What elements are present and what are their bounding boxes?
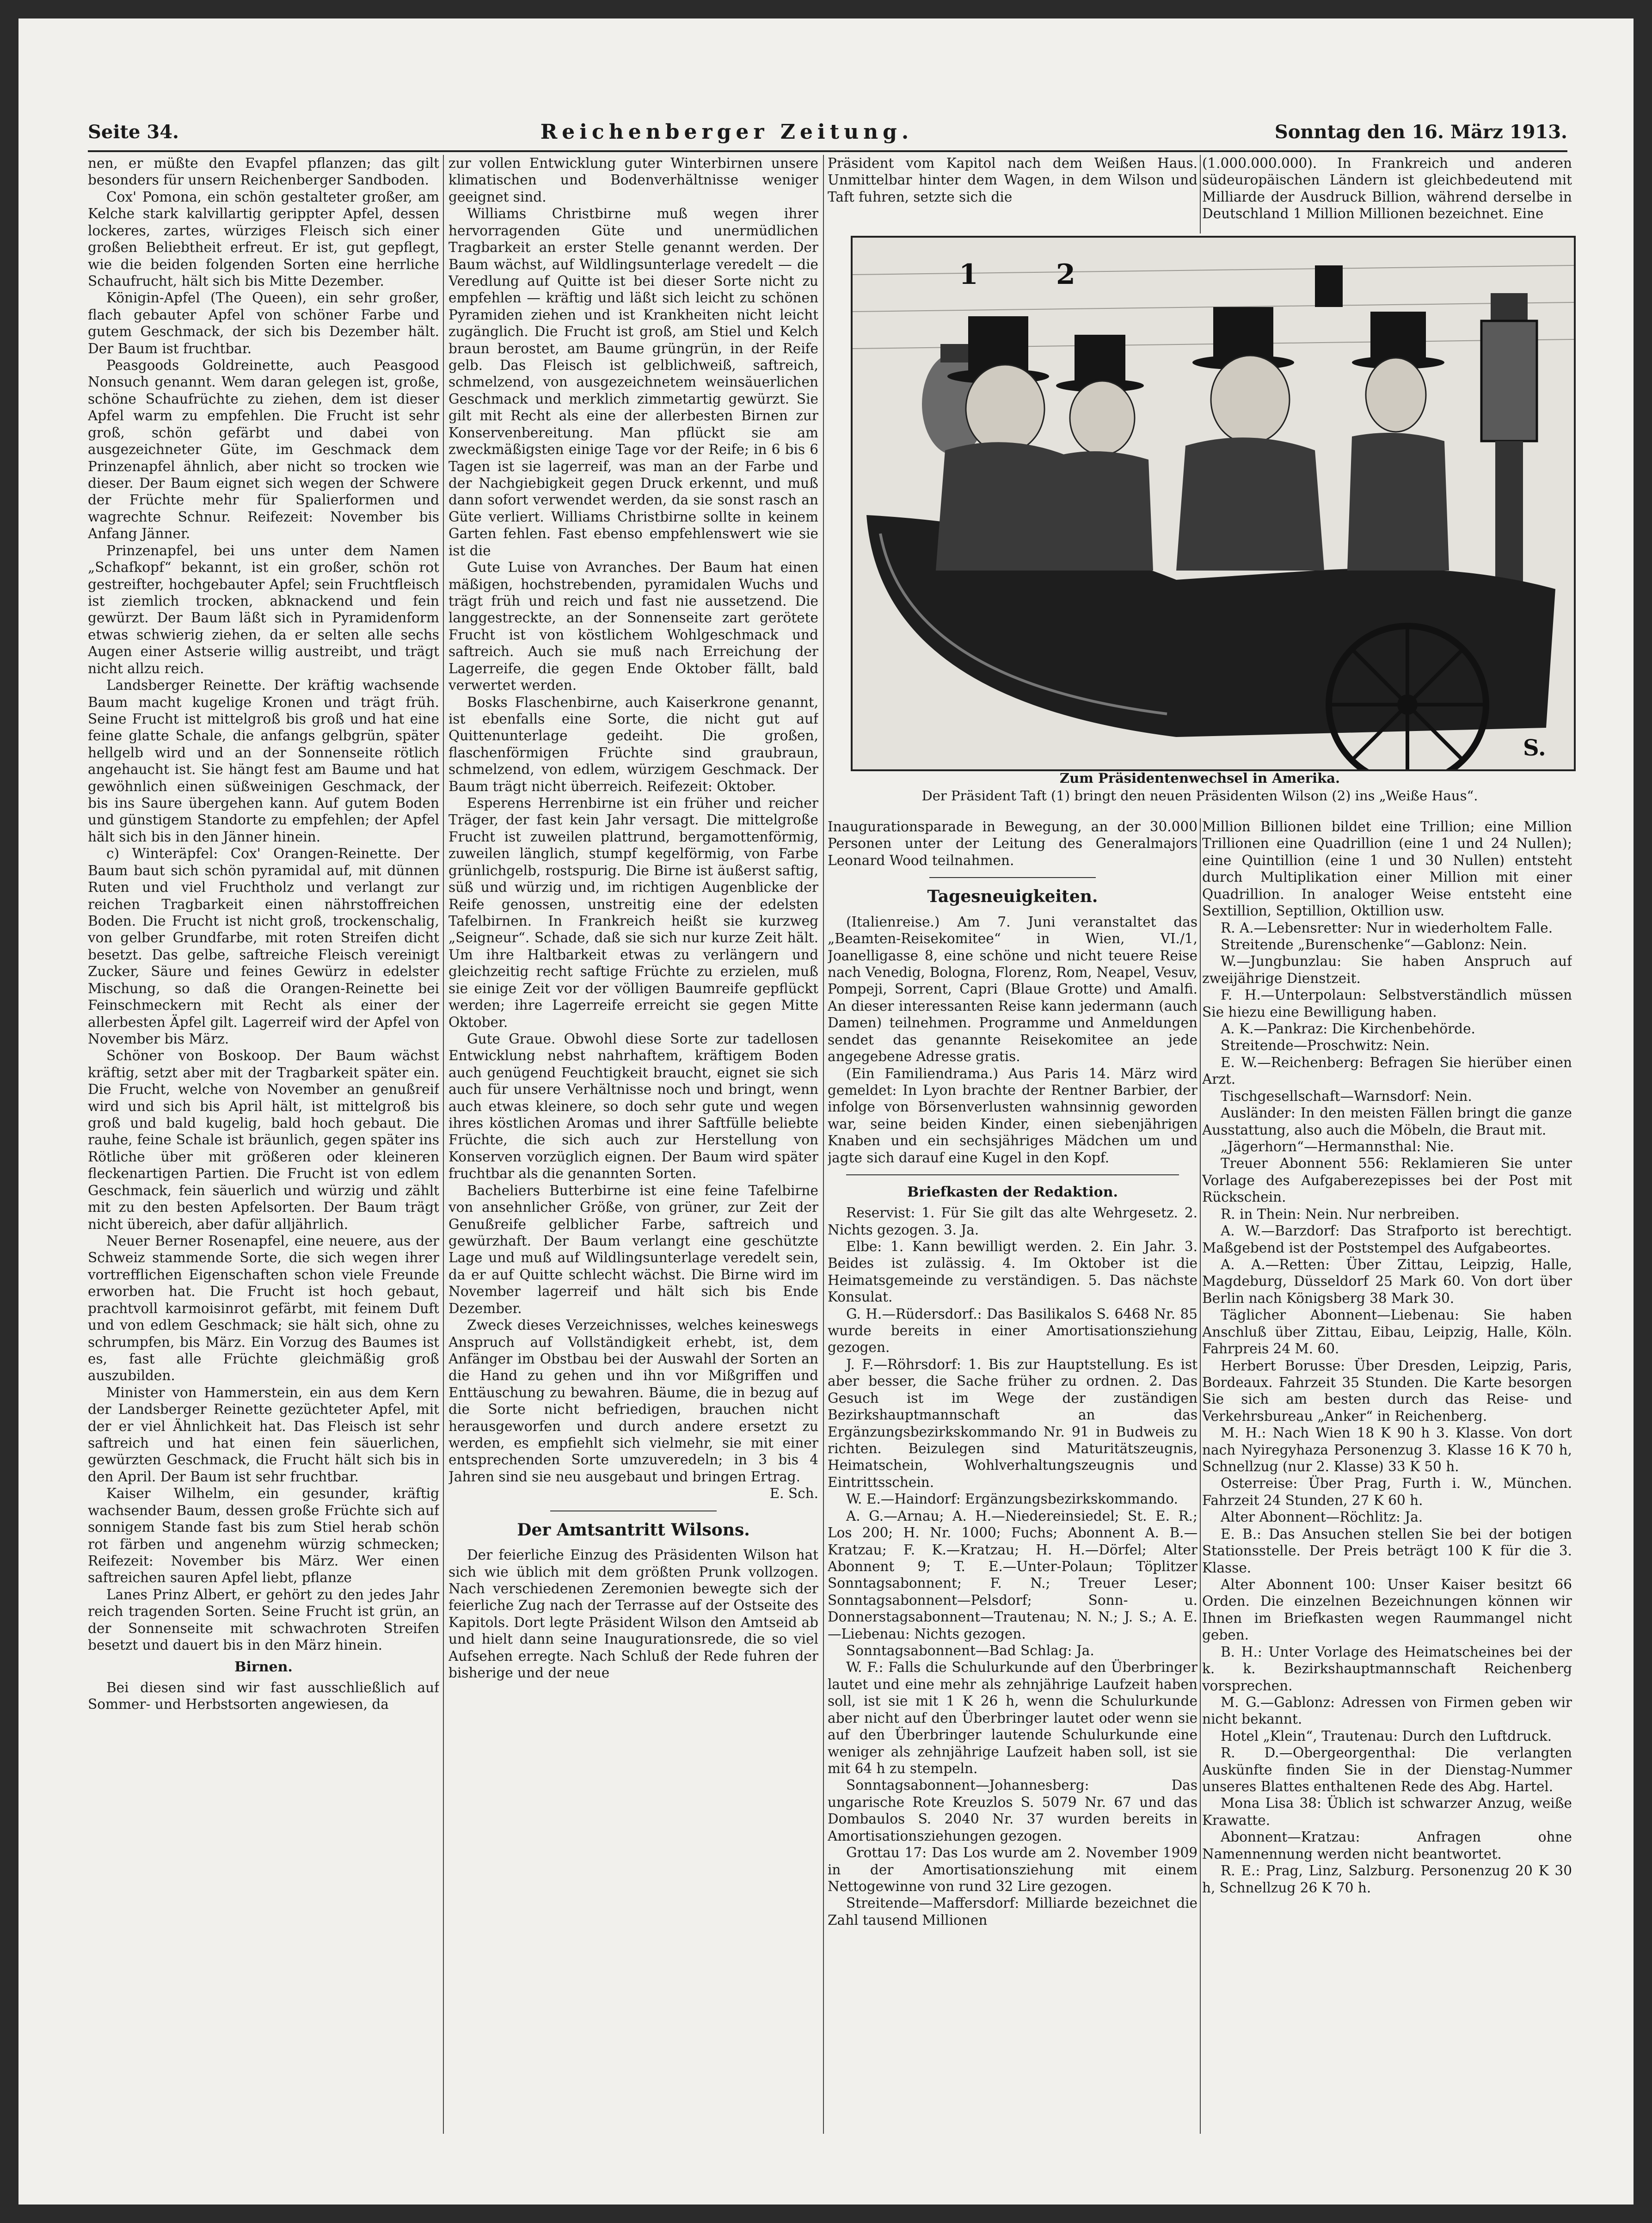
paragraph: Kaiser Wilhelm, ein gesunder, kräftig wachsender Baum, dessen große Früchte sich auf sonnigem Stande fast bis zum Stiel herab schön rot färben und angenehm würzig schmecken; Reifezeit: November bis März. Wer einen saftreichen sauren Apfel liebt, pflanze — [88, 1486, 439, 1586]
paragraph: Landsberger Reinette. Der kräftig wachsende Baum macht kugelige Kronen und trägt früh. Seine Frucht ist mittelgroß bis groß und hat eine feine glatte Schale, die anfangs gelbgrün, später hellgelb wird und an der Sonnenseite rötlich angehaucht ist. Sie hängt fest am Baume und hat gewöhnlich einen süßweinigen Geschmack, der bis ins Saure übergehen kann. Auf gutem Boden und günstigem Standorte zu empfehlen; der Apfel hält sich bis in den Jänner hinein. — [88, 677, 439, 845]
paragraph: Neuer Berner Rosenapfel, eine neuere, aus der Schweiz stammende Sorte, die sich wegen ihrer vortrefflichen Eigenschaften schon viele Freunde erworben hat. Die Frucht ist hoch gebaut, prachtvoll karmoisinrot gefärbt, mit feinem Duft und von edlem Geschmack; sie hält sich, ohne zu schrumpfen, bis März. Ein Vorzug des Baumes ist es, fast alle Früchte gleichmäßig groß auszubilden. — [88, 1233, 439, 1384]
letter-reply: R. in Thein: Nein. Nur nerbreiben. — [1221, 1206, 1460, 1222]
paragraph: Gute Graue. Obwohl diese Sorte zur tadellosen Entwicklung nebst nahrhaftem, kräftigem Boden auch genügend Feuchtigkeit braucht, eignet sie sich auch für unsere Verhältnisse noch und bringt, wenn auch etwas kleinere, so doch sehr gute und wegen ihres köstlichen Aromas und ihrer Saftfülle beliebte Früchte, die sich auch zur Herstellung von Konserven vorzüglich eignen. Der Baum wird später fruchtbar als die genannten Sorten. — [448, 1031, 818, 1182]
paragraph: zur vollen Entwicklung guter Winterbirnen unsere klimatischen und Bodenverhältnisse weniger geeignet sind. — [448, 155, 818, 205]
illustration-carriage — [851, 236, 1576, 771]
column-divider — [443, 155, 444, 2134]
letter-reply: Täglicher Abonnent—Liebenau: Sie haben Anschluß über Zittau, Eibau, Leipzig, Halle, Köln. Fahrpreis 24 M. 60. — [1202, 1307, 1572, 1357]
issue-date: Sonntag den 16. März 1913. — [1274, 121, 1567, 143]
letter-reply: W. F.: Falls die Schulurkunde auf den Überbringer lautet und eine mehr als zehnjährige Laufzeit haben soll, ist sie mit 1 K 26 h, wenn die Schulurkunde aber nicht auf den Überbringer lautet oder wenn sie auf den Überbringer lautende Schulurkunde eine weniger als zehnjährige Laufzeit haben soll, ist sie mit 64 h zu stempeln. — [828, 1659, 1198, 1777]
column-3-top — [828, 155, 1198, 233]
column-divider — [1200, 818, 1201, 2134]
letter-reply: Mona Lisa 38: Üblich ist schwarzer Anzug, weiße Krawatte. — [1202, 1795, 1572, 1828]
article-heading-wilson: Der Amtsantritt Wilsons. — [517, 1520, 750, 1540]
column-3 — [828, 818, 1198, 2134]
paragraph: (1.000.000.000). In Frankreich und anderen südeuropäischen Ländern ist gleichbedeutend mit Milliarde der Ausdruck Billion, während derselbe in Deutschland 1 Million Millionen bezeichnet. Eine — [1202, 155, 1572, 222]
letter-reply: Reservist: 1. Für Sie gilt das alte Wehrgesetz. 2. Nichts gezogen. 3. Ja. — [828, 1205, 1198, 1238]
paragraph: Der feierliche Einzug des Präsidenten Wilson hat sich wie üblich mit dem größten Prunk vollzogen. Nach verschiedenen Zeremonien bewegte sich der feierliche Zug nach der Terrasse auf der Ostseite des Kapitols. Dort legte Präsident Wilson den Amtseid ab und hielt dann seine Inaugurationsrede, die so viel Aufsehen erregte. Nach Schluß der Rede fuhren der bisherige und der neue — [448, 1547, 818, 1681]
paragraph: Königin-Apfel (The Queen), ein sehr großer, flach gebauter Apfel von schöner Farbe und gutem Geschmack, der sich bis Dezember hält. Der Baum ist fruchtbar. — [88, 290, 439, 356]
letter-reply: R. D.—Obergeorgenthal: Die verlangten Auskünfte finden Sie in der Dienstag-Nummer unseres Blattes enthaltenen Rede des Abg. Hartel. — [1202, 1745, 1572, 1795]
letter-reply: Sonntagsabonnent—Bad Schlag: Ja. — [846, 1643, 1094, 1659]
letter-reply: E. B.: Das Ansuchen stellen Sie bei der botigen Stationsstelle. Der Preis beträgt 100 K für die 3. Klasse. — [1202, 1526, 1572, 1576]
letter-reply: E. W.—Reichenberg: Befragen Sie hierüber einen Arzt. — [1202, 1054, 1572, 1087]
letter-reply: Tischgesellschaft—Warnsdorf: Nein. — [1221, 1088, 1472, 1104]
column-1 — [88, 155, 439, 2134]
letter-reply: Grottau 17: Das Los wurde am 2. November 1909 in der Amortisationsziehung mit einem Nettogewinne von rund 32 Lire gezogen. — [828, 1845, 1198, 1894]
section-rule — [929, 877, 1096, 878]
letter-reply: R. E.: Prag, Linz, Salzburg. Personenzug 20 K 30 h, Schnellzug 26 K 70 h. — [1202, 1863, 1572, 1896]
news-item: (Italienreise.) Am 7. Juni veranstaltet das „Beamten-Reisekomitee“ in Wien, VI./1, Joanelligasse 8, eine schöne und nicht teuere Reise nach Venedig, Bologna, Florenz, Rom, Neapel, Vesuv, Pompeji, Sorrent, Capri (Blaue Grotte) und Amalfi. An dieser interessanten Reise kann jedermann (auch Damen) teilnehmen. Programme und Anmeldungen sendet das genannte Reisekomitee an jede angegebene Adresse gratis. — [828, 914, 1198, 1065]
caption-title: Zum Präsidentenwechsel in Amerika. — [1059, 770, 1340, 786]
letter-reply: Streitende—Proschwitz: Nein. — [1221, 1038, 1430, 1054]
letter-reply: W.—Jungbunzlau: Sie haben Anspruch auf zweijährige Dienstzeit. — [1202, 953, 1572, 986]
figure-caption — [828, 770, 1572, 804]
header-rule — [88, 150, 1567, 152]
letter-reply: Abonnent—Kratzau: Anfragen ohne Namennennung werden nicht beantwortet. — [1202, 1829, 1572, 1862]
paragraph: Esperens Herrenbirne ist ein früher und reicher Träger, der fast kein Jahr versagt. Die mittelgroße Frucht ist zuweilen plattrund, bergamottenförmig, zuweilen länglich, stumpf kegelförmig, von Farbe grünlichgelb, rostspurig. Die Birne ist äußerst saftig, süß und würzig und, im richtigen Augenblicke der Reife genossen, unstreitig eine der edelsten Tafelbirnen. In Frankreich heißt sie kurzweg „Seigneur“. Schade, daß sie sich nur kurze Zeit hält. Um ihre Haltbarkeit etwas zu verlängern und gleichzeitig recht saftige Früchte zu erzielen, muß sie einige Zeit vor der völligen Baumreife gepflückt werden; ihre Lagerreife erreicht sie gegen Mitte Oktober. — [448, 795, 818, 1030]
paragraph: Minister von Hammerstein, ein aus dem Kern der Landsberger Reinette gezüchteter Apfel, mit der er viel Ähnlichkeit hat. Das Fleisch ist sehr saftreich und hat einen fein säuerlichen, gewürzten Geschmack, die Frucht hält sich bis in den April. Der Baum ist sehr fruchtbar. — [88, 1384, 439, 1485]
letter-reply: Streitende „Burenschenke“—Gablonz: Nein. — [1221, 936, 1527, 952]
paragraph: Schöner von Boskoop. Der Baum wächst kräftig, setzt aber mit der Tragbarkeit später ein. Die Frucht, welche von November an genußreif wird und sich bis April hält, ist mittelgroß bis groß und bald kugelig, bald hoch gebaut. Die rauhe, feine Schale ist bräunlich, gegen später ins Rötliche über mit größeren oder kleineren fleckenartigen Partien. Die Frucht ist von edlem Geschmack, fein säuerlich und würzig und zählt mit zu den besten Apfelsorten. Der Baum trägt nicht übereich, aber dafür alljährlich. — [88, 1048, 439, 1232]
column-4 — [1202, 818, 1572, 2134]
letter-reply: F. H.—Unterpolaun: Selbstverständlich müssen Sie hiezu eine Bewilligung haben. — [1202, 987, 1572, 1020]
letter-reply: M. G.—Gablonz: Adressen von Firmen geben wir nicht bekannt. — [1202, 1694, 1572, 1727]
paragraph: Zweck dieses Verzeichnisses, welches keineswegs Anspruch auf Vollständigkeit erhebt, ist, dem Anfänger im Obstbau bei der Auswahl der Sorten an die Hand zu gehen und ihn vor Mißgriffen und Enttäuschung zu bewahren. Bäume, die in bezug auf die Sorte nicht befriedigen, brauchen nicht herausgeworfen und durch andere ersetzt zu werden, es empfiehlt sich vielmehr, sie mit einer entsprechenden Sorte umzuveredeln; in 3 bis 4 Jahren sind sie neu ausgebaut und bringen Ertrag. — [448, 1317, 818, 1485]
letter-reply: B. H.: Unter Vorlage des Heimatscheines bei der k. k. Bezirkshauptmannschaft Reichenberg vorsprechen. — [1202, 1644, 1572, 1694]
letter-reply: Alter Abonnent—Röchlitz: Ja. — [1221, 1509, 1423, 1525]
column-divider — [1200, 155, 1201, 233]
paragraph: Bosks Flaschenbirne, auch Kaiserkrone genannt, ist ebenfalls eine Sorte, die nicht gut auf Quittenunterlage gedeiht. Die großen, flaschenförmigen Früchte sind graubraun, schmelzend, von edlem, würzigem Geschmack. Der Baum trägt nicht überreich. Reifezeit: Oktober. — [448, 694, 818, 794]
section-rule — [846, 1174, 1179, 1175]
letter-reply: W. E.—Haindorf: Ergänzungsbezirkskommando. — [846, 1491, 1178, 1507]
paragraph: Lanes Prinz Albert, er gehört zu den jedes Jahr reich tragenden Sorten. Seine Frucht ist grün, an der Sonnenseite mit schwachroten Streifen besetzt und dauert bis in den März hinein. — [88, 1586, 439, 1653]
letter-reply: Treuer Abonnent 556: Reklamieren Sie unter Vorlage des Aufgaberezepisses bei der Post mit Rückschein. — [1202, 1155, 1572, 1205]
letter-reply: Herbert Borusse: Über Dresden, Leipzig, Paris, Bordeaux. Fahrzeit 35 Stunden. Die Karte besorgen Sie sich am besten durch das Reise- und Verkehrsbureau „Anker“ in Reichenberg. — [1202, 1357, 1572, 1424]
letter-reply: Hotel „Klein“, Trautenau: Durch den Luftdruck. — [1221, 1728, 1552, 1744]
caption-text: Der Präsident Taft (1) bringt den neuen Präsidenten Wilson (2) ins „Weiße Haus“. — [921, 787, 1478, 804]
paragraph: Cox' Pomona, ein schön gestalteter großer, am Kelche stark kalvillartig gerippter Apfel, dessen lockeres, zartes, würziges Fleisch sich einer großen Beliebtheit erfreut. Er ist, gut gepflegt, wie die beiden folgenden Sorten eine herrliche Schaufrucht, hält sich bis Mitte Dezember. — [88, 189, 439, 289]
paragraph: Peasgoods Goldreinette, auch Peasgood Nonsuch genannt. Wem daran gelegen ist, große, schöne Schaufrüchte zu ziehen, dem ist dieser Apfel warm zu empfehlen. Die Frucht ist sehr groß, schön gefärbt und dabei von ausgezeichneter Güte, im Geschmack dem Prinzenapfel ähnlich, aber nicht so trocken wie dieser. Der Baum eignet sich wegen der Schwere der Früchte mehr für Spalierformen und wagrechte Schnur. Reifezeit: November bis Anfang Jänner. — [88, 357, 439, 542]
letter-reply: Million Billionen bildet eine Trillion; eine Million Trillionen eine Quadrillion (eine 1 und 24 Nullen); eine Quintillion (eine 1 und 30 Nullen) entsteht durch Multiplikation einer Million mit einer Quadrillion. In analoger Weise entsteht eine Sextillion, Septillion, Oktillion usw. — [1202, 819, 1572, 919]
masthead-title: Reichenberger Zeitung. — [540, 120, 914, 144]
paragraph: nen, er müßte den Evapfel pflanzen; das gilt besonders für unsern Reichenberger Sandboden. — [88, 155, 439, 188]
figure-label-2: 2 — [1056, 258, 1075, 291]
author-signature: E. Sch. — [769, 1486, 818, 1502]
paragraph: c) Winteräpfel: Cox' Orangen-Reinette. Der Baum baut sich schön pyramidal auf, mit dünnen Ruten und viel Fruchtholz und verlangt zur reichen Tragbarkeit einen nährstoffreichen Boden. Die Frucht ist nicht groß, trockenschalig, von gelber Grundfarbe, mit roten Streifen dicht besetzt. Das gelbe, saftreiche Fleisch vereinigt Zucker, Säure und feines Gewürz in edelster Mischung, so daß die Orangen-Reinette bei Feinschmeckern mit Recht als einer der allerbesten Äpfel gilt. Lagerreif wird der Apfel von November bis März. — [88, 846, 439, 1047]
section-heading-birnen: Birnen. — [234, 1658, 293, 1675]
page-number: Seite 34. — [88, 121, 179, 143]
letter-reply: R. A.—Lebensretter: Nur in wiederholtem Falle. — [1221, 920, 1553, 936]
letter-reply: A. A.—Retten: Über Zittau, Leipzig, Halle, Magdeburg, Düsseldorf 25 Mark 60. Von dort über Berlin nach Königsberg 38 Mark 30. — [1202, 1256, 1572, 1306]
letter-reply: „Jägerhorn“—Hermannsthal: Nie. — [1221, 1139, 1454, 1155]
letter-reply: M. H.: Nach Wien 18 K 90 h 3. Klasse. Von dort nach Nyiregyhaza Personenzug 3. Klasse 16 K 70 h, Schnellzug (nur 2. Klasse) 33 K 50 h. — [1202, 1425, 1572, 1475]
letter-reply: Ausländer: In den meisten Fällen bringt die ganze Ausstattung, also auch die Möbeln, die Braut mit. — [1202, 1105, 1572, 1138]
artist-signature: S. — [1523, 735, 1546, 761]
letter-reply: A. G.—Arnau; A. H.—Niedereinsiedel; St. E. R.; Los 200; H. Nr. 1000; Fuchs; Abonnent A. B.—Kratzau; F. K.—Kratzau; H. H.—Dörfel; Alter Abonnent 9; T. E.—Unter-Polaun; Töplitzer Sonntagsabonnent; F. N.; Treuer Leser; Sonntagsabonnent—Pelsdorf; Sonn- u. Donnerstagsabonnent—Trautenau; N. N.; J. S.; A. E.—Liebenau: Nichts gezogen. — [828, 1508, 1198, 1642]
news-item: (Ein Familiendrama.) Aus Paris 14. März wird gemeldet: In Lyon brachte der Rentner Barbier, der infolge von Börsenverlusten wahnsinnig geworden war, seine beiden Kinder, einen siebenjährigen Knaben und ein sechsjähriges Mädchen um und jagte sich darauf eine Kugel in den Kopf. — [828, 1065, 1198, 1166]
letter-reply: Alter Abonnent 100: Unser Kaiser besitzt 66 Orden. Die einzelnen Bezeichnungen können wir Ihnen im Briefkasten wegen Raummangel nicht geben. — [1202, 1576, 1572, 1643]
paragraph: Williams Christbirne muß wegen ihrer hervorragenden Güte und unermüdlichen Tragbarkeit an erster Stelle genannt werden. Der Baum wächst, auf Wildlingsunterlage veredelt — die Veredlung auf Quitte ist bei dieser Sorte nicht zu empfehlen — kräftig und läßt sich leicht zu schönen Pyramiden ziehen und ist Krankheiten nicht leicht zugänglich. Die Frucht ist groß, am Stiel und Kelch braun berostet, am Baume grüngrün, in der Reife gelb. Das Fleisch ist gelblichweiß, saftreich, schmelzend, von ausgezeichnetem weinsäuerlichen Geschmack und merklich zimmetartig gewürzt. Sie gilt mit Recht als eine der allerbesten Birnen zur Konservenbereitung. Man pflückt sie am zweckmäßigsten einige Tage vor der Reife; in 6 bis 6 Tagen ist sie lagerreif, was man an der Farbe und der Nachgiebigkeit gegen Druck erkennt, und muß dann sofort verwendet werden, da sie sonst rasch an Güte verliert. Williams Christbirne sollte in keinem Garten fehlen. Fast ebenso empfehlenswert wie sie ist die — [448, 206, 818, 559]
column-4-top — [1202, 155, 1572, 233]
carriage-drawing — [853, 238, 1574, 769]
letter-reply: Elbe: 1. Kann bewilligt werden. 2. Ein Jahr. 3. Beides ist zulässig. 4. Im Oktober ist die Heimatsgemeinde zu verständigen. 5. Das nächste Konsulat. — [828, 1238, 1198, 1305]
section-heading-tagesneuigkeiten: Tagesneuigkeiten. — [927, 887, 1098, 907]
paragraph: Inaugurationsparade in Bewegung, an der 30.000 Personen unter der Leitung des Generalmajors Leonard Wood teilnahmen. — [828, 819, 1198, 868]
newspaper-page — [18, 18, 1634, 2205]
paragraph: Präsident vom Kapitol nach dem Weißen Haus. Unmittelbar hinter dem Wagen, in dem Wilson und Taft fuhren, setzte sich die — [828, 155, 1198, 205]
letter-reply: G. H.—Rüdersdorf.: Das Basilikalos S. 6468 Nr. 85 wurde bereits in einer Amortisationsziehung gezogen. — [828, 1306, 1198, 1356]
paragraph: Bacheliers Butterbirne ist eine feine Tafelbirne von ansehnlicher Größe, von grüner, zur Zeit der Genußreife gelblicher Farbe, saftreich und gewürzhaft. Der Baum verlangt eine geschützte Lage und muß auf Wildlingsunterlage veredelt sein, da er auf Quitte schlecht wächst. Die Birne wird im November lagerreif und hält sich bis Ende Dezember. — [448, 1182, 818, 1316]
letter-reply: Streitende—Maffersdorf: Milliarde bezeichnet die Zahl tausend Millionen — [828, 1895, 1198, 1928]
page-header — [88, 118, 1567, 146]
paragraph: Gute Luise von Avranches. Der Baum hat einen mäßigen, hochstrebenden, pyramidalen Wuchs und trägt früh und reich und fast nie aussetzend. Die langgestreckte, an der Sonnenseite zart gerötete Frucht ist von köstlichem Wohlgeschmack und saftreich. Auch sie muß nach Erreichung der Lagerreife, die gegen Ende Oktober fällt, bald verwertet werden. — [448, 559, 818, 694]
figure-label-1: 1 — [959, 258, 978, 291]
column-divider — [823, 155, 824, 2134]
letter-reply: Sonntagsabonnent—Johannesberg: Das ungarische Rote Kreuzlos S. 5079 Nr. 67 und das Dombaulos S. 2040 Nr. 37 wurden bereits in Amortisationsziehungen gezogen. — [828, 1777, 1198, 1844]
letter-reply: J. F.—Röhrsdorf: 1. Bis zur Hauptstellung. Es ist aber besser, die Sache früher zu ordnen. 2. Das Gesuch ist im Wege der zuständigen Bezirkshauptmannschaft an das Ergänzungsbezirkskommando Nr. 91 in Budweis zu richten. Beizulegen sind Maturitätszeugnis, Heimatschein, Wohlverhaltungszeugnis und Eintrittsschein. — [828, 1356, 1198, 1490]
column-2 — [448, 155, 818, 2134]
paragraph: Prinzenapfel, bei uns unter dem Namen „Schafkopf“ bekannt, ist ein großer, schön rot gestreifter, hochgebauter Apfel; sein Fruchtfleisch ist ziemlich trocken, abknackend und fein gewürzt. Der Baum läßt sich in Pyramidenform etwas schwierig ziehen, da er selten alle sechs Augen einer Astserie willig austreibt, und trägt nicht allzu reich. — [88, 542, 439, 676]
section-heading-briefkasten: Briefkasten der Redaktion. — [907, 1184, 1118, 1201]
letter-reply: A. K.—Pankraz: Die Kirchenbehörde. — [1221, 1021, 1475, 1037]
letter-reply: Osterreise: Über Prag, Furth i. W., München. Fahrzeit 24 Stunden, 27 K 60 h. — [1202, 1475, 1572, 1508]
letter-reply: A. W.—Barzdorf: Das Strafporto ist berechtigt. Maßgebend ist der Poststempel des Aufgabeortes. — [1202, 1223, 1572, 1256]
paragraph: Bei diesen sind wir fast ausschließlich auf Sommer- und Herbstsorten angewiesen, da — [88, 1679, 439, 1713]
